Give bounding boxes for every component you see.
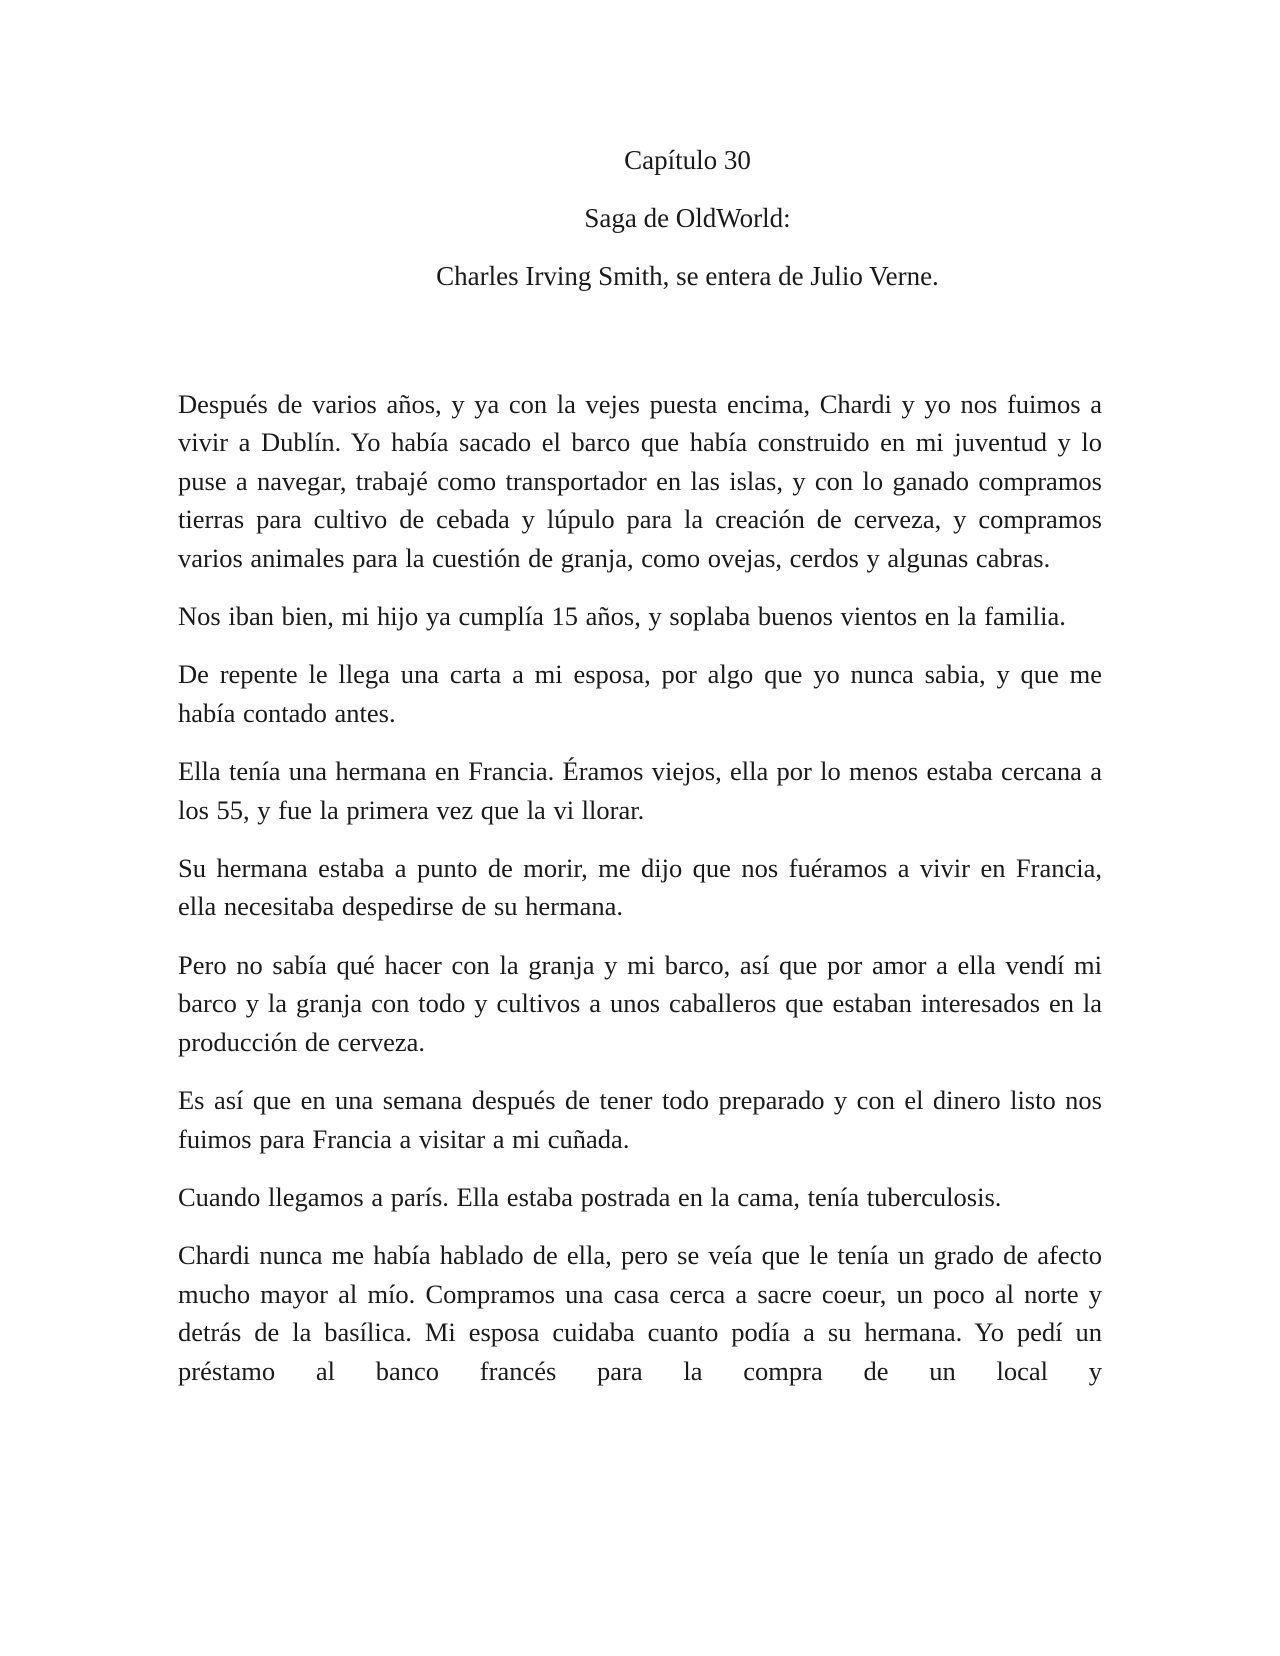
paragraph: Después de varios años, y ya con la vejes puesta encima, Chardi y yo nos fuimos a vivir a Dublín. Yo había sacado el barco que había construido en mi juventud y lo puse a navegar, trabajé como transportador en las islas, y con lo ganado compramos tierras para cultivo de cebada y lúpulo para la creación de cerveza, y compramos varios animales para la cuestión de granja, como ovejas, cerdos y algunas cabras. [178, 389, 1102, 573]
paragraph: Cuando llegamos a parís. Ella estaba postrada en la cama, tenía tuberculosis. [178, 1181, 1002, 1212]
paragraph: De repente le llega una carta a mi esposa, por algo que yo nunca sabia, y que me había contado antes. [178, 659, 1102, 728]
paragraph: Pero no sabía qué hacer con la granja y mi barco, así que por amor a ella vendí mi barco y la granja con todo y cultivos a unos caballeros que estaban interesados en la producción de cerveza. [178, 949, 1102, 1057]
paragraph: Su hermana estaba a punto de morir, me dijo que nos fuéramos a vivir en Francia, ella necesitaba despedirse de su hermana. [178, 853, 1102, 922]
chapter-heading [0, 145, 1280, 319]
body-text [178, 385, 1102, 1410]
saga-title: Saga de OldWorld: [584, 203, 791, 233]
chapter-subtitle: Charles Irving Smith, se entera de Julio Verne. [436, 261, 939, 291]
paragraph: Nos iban bien, mi hijo ya cumplía 15 años, y soplaba buenos vientos en la familia. [178, 601, 1066, 632]
chapter-number: Capítulo 30 [624, 145, 751, 175]
paragraph: Es así que en una semana después de tener todo preparado y con el dinero listo nos fuimos para Francia a visitar a mi cuñada. [178, 1085, 1102, 1154]
paragraph: Chardi nunca me había hablado de ella, pero se veía que le tenía un grado de afecto mucho mayor al mío. Compramos una casa cerca a sacre coeur, un poco al norte y detrás de la basílica. Mi esposa cuidaba cuanto podía a su hermana. Yo pedí un préstamo al banco francés para la compra de un local y [178, 1240, 1102, 1386]
paragraph: Ella tenía una hermana en Francia. Éramos viejos, ella por lo menos estaba cercana a los 55, y fue la primera vez que la vi llorar. [178, 756, 1102, 825]
